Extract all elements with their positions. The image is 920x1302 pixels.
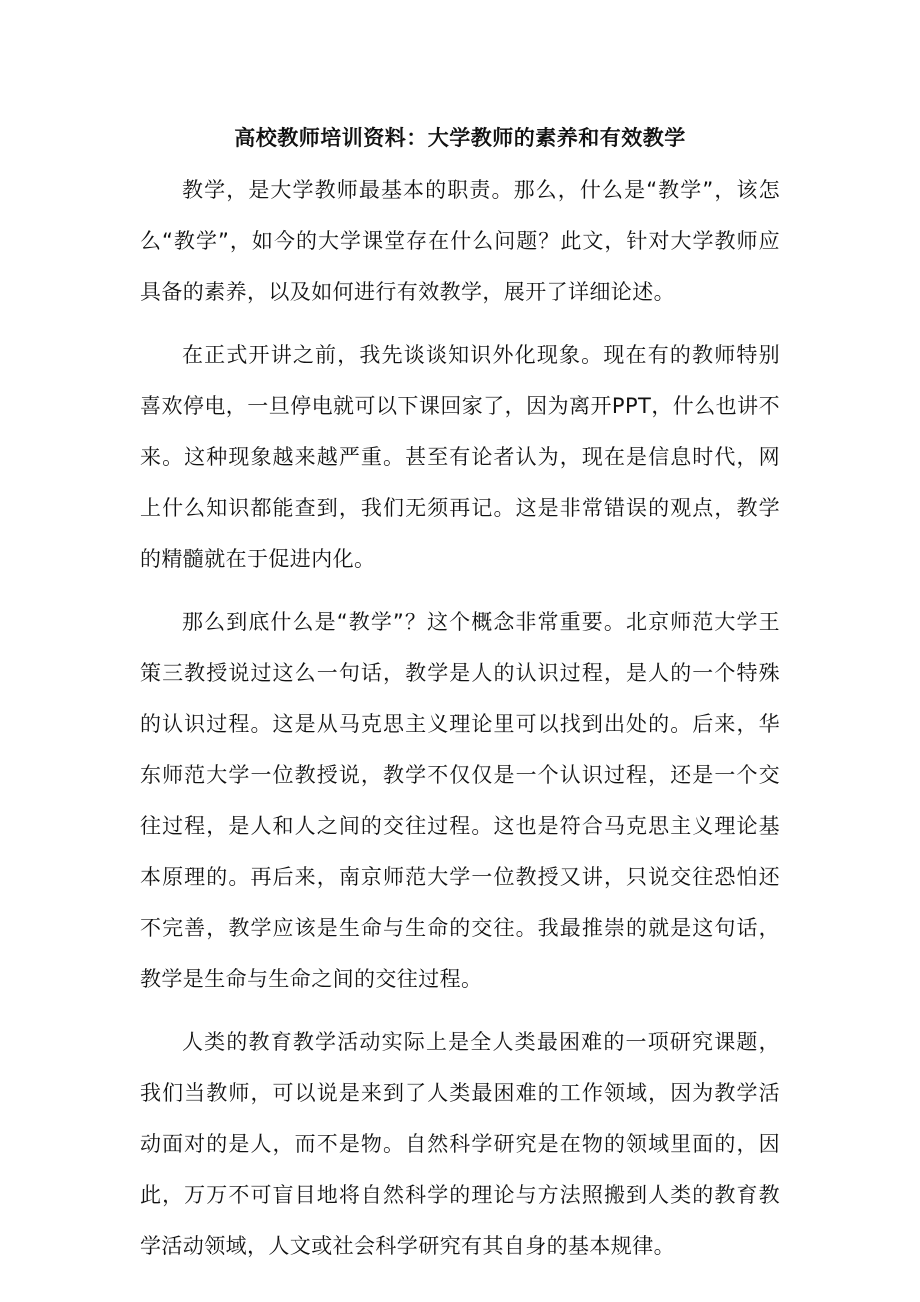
paragraph-knowledge-externalization: 在正式开讲之前，我先谈谈知识外化现象。现在有的教师特别喜欢停电，一旦停电就可以下课回家了，因为离开PPT，什么也讲不来。这种现象越来越严重。甚至有论者认为，现在是信息时代，网上什么知识都能查到，我们无须再记。这是非常错误的观点，教学的精髓就在于促进内化。 bbox=[140, 343, 780, 571]
document-title: 高校教师培训资料：大学教师的素养和有效教学 bbox=[234, 126, 686, 150]
paragraph-intro: 教学，是大学教师最基本的职责。那么，什么是“教学”，该怎么“教学”，如今的大学课堂存在什么问题？此文，针对大学教师应具备的素养，以及如何进行有效教学，展开了详细论述。 bbox=[140, 178, 780, 304]
document-body bbox=[140, 165, 780, 1284]
paragraph-definition-of-teaching: 那么到底什么是“教学”？这个概念非常重要。北京师范大学王策三教授说过这么一句话，教学是人的认识过程，是人的一个特殊的认识过程。这是从马克思主义理论里可以找到出处的。后来，华东师范大学一位教授说，教学不仅仅是一个认识过程，还是一个交往过程，是人和人之间的交往过程。这也是符合马克思主义理论基本原理的。再后来，南京师范大学一位教授又讲，只说交往恐怕还不完善，教学应该是生命与生命的交往。我最推崇的就是这句话，教学是生命与生命之间的交往过程。 bbox=[140, 610, 780, 991]
paragraph-education-difficulty: 人类的教育教学活动实际上是全人类最困难的一项研究课题，我们当教师，可以说是来到了人类最困难的工作领域，因为教学活动面对的是人，而不是物。自然科学研究是在物的领域里面的，因此，万万不可盲目地将自然科学的理论与方法照搬到人类的教育教学活动领域，人文或社会科学研究有其自身的基本规律。 bbox=[140, 1030, 780, 1258]
